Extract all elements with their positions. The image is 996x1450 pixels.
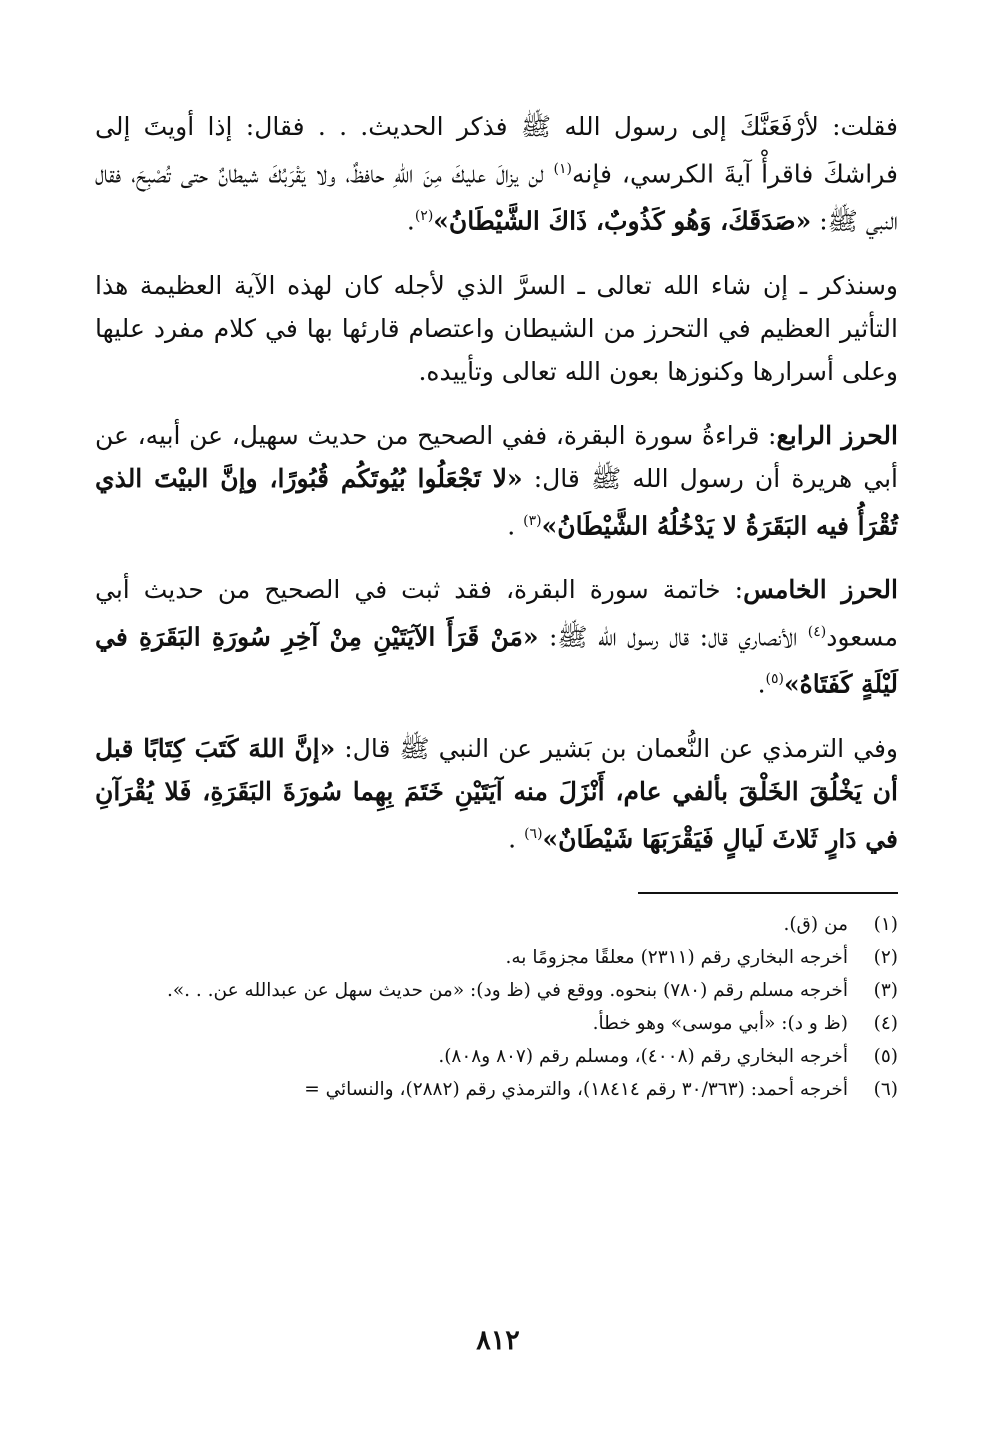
footnote-ref-5[interactable]: (٥): [765, 671, 785, 688]
p2-text: وسنذكر ـ إن شاء الله تعالى ـ السرَّ الذي لأجله كان لهذه الآية العظيمة هذا التأثير العظيم في التحرز من الشيطان واعتصام قارئها بها في كلام مفرد عليها وعلى أسرارها وكنوزها بعون الله تعالى وتأييده.: [95, 270, 898, 386]
p1-end: .: [406, 206, 415, 236]
p4-text: : خاتمة سورة البقرة، فقد ثبت في الصحيح من حديث أبي مسعود: [95, 574, 899, 652]
body-paragraph-4: [95, 568, 898, 706]
footnote-text: أخرجه البخاري رقم (٢٣١١) معلقًا مجزومًا به.: [505, 946, 848, 968]
footnote-item: [95, 974, 898, 1007]
footnote-number: (٢): [873, 946, 898, 968]
footnote-ref-1[interactable]: (١): [553, 161, 572, 177]
p5-end: .: [508, 823, 525, 853]
footnote-item: [95, 908, 898, 941]
p3-text: : قراءةُ سورة البقرة، ففي الصحيح من حديث سهيل، عن أبيه، عن أبي هريرة أن رسول الله ﷺ قال:: [95, 420, 899, 493]
footnote-number: (٤): [873, 1012, 898, 1034]
footnote-item: [95, 1040, 898, 1073]
footnote-text: من (ق).: [783, 913, 848, 935]
body-paragraph-2: [95, 264, 898, 393]
p1-text: فقلت: لأرْفَعَنَّكَ إلى رسول الله ﷺ فذكر الحديث. . . فقال: إذا أويتَ إلى فراشكَ فاقرأْ آيةَ الكرسي، فإنه: [95, 112, 898, 189]
hadith-quote-4: «مَنْ قَرَأَ الآيَتَيْنِ مِنْ آخِرِ سُورَةِ البَقَرَةِ في لَيْلَةٍ كَفَتَاهُ»: [95, 622, 898, 699]
body-paragraph-3: [95, 414, 898, 547]
footnote-item: [95, 941, 898, 974]
p1-text-2: لن يزالَ عليكَ مِنَ اللهِ حافظٌ، ولا يَقْرَبُكَ شيطانٌ حتى تُصْبِحَ، فقال النبي ﷺ:: [95, 159, 898, 236]
hadith-quote-3: «لا تَجْعَلُوا بُيُوتَكُم قُبُورًا، وإنَّ البيْتَ الذي تُقْرَأُ فيه البَقَرَةُ لا يَدْخُلُهُ الشَّيْطَانُ»: [95, 463, 898, 540]
p5-text: وفي الترمذي عن النُّعمان بن بَشير عن النبي ﷺ قال:: [335, 733, 898, 763]
section-heading-4: الحرز الرابع: [776, 420, 898, 450]
footnote-item: [95, 1007, 898, 1040]
footnote-number: (٦): [873, 1078, 898, 1100]
footnote-divider: [638, 892, 898, 894]
body-paragraph-1: [95, 105, 898, 243]
footnote-number: (٥): [873, 1045, 898, 1067]
p3-end: .: [507, 510, 524, 540]
p4-text-2: الأنصاري قال: قال رسول الله ﷺ:: [538, 622, 808, 652]
footnote-number: (١): [873, 913, 898, 935]
footnotes-list: [95, 908, 898, 1106]
footnote-ref-6[interactable]: (٦): [524, 825, 543, 842]
hadith-quote-1: «صَدَقَكَ، وَهُو كَذُوبٌ، ذَاكَ الشَّيْطَانُ»: [433, 206, 812, 236]
section-heading-5: الحرز الخامس: [743, 574, 898, 604]
hadith-quote-5: «إنَّ اللهَ كَتَبَ كِتَابًا قبل أن يَخْلُقَ الخَلْقَ بألفي عام، أَنْزَلَ منه آيَتَيْنِ خَتَمَ بِهِما سُورَةَ البَقَرَةِ، فَلا يُقْرَآنِ في دَارٍ ثَلاثَ لَيالٍ فَيَقْرَبَهَا شَيْطَانٌ»: [95, 733, 898, 853]
footnote-item: [95, 1073, 898, 1106]
footnote-text: أخرجه أحمد: (٣٠/٣٦٣ رقم ١٨٤١٤)، والترمذي رقم (٢٨٨٢)، والنسائي =: [304, 1078, 848, 1100]
footnote-text: أخرجه مسلم رقم (٧٨٠) بنحوه. ووقع في (ظ ود): «من حديث سهل عن عبدالله عن. . .».: [166, 979, 848, 1001]
page-number: ٨١٢: [476, 1325, 520, 1356]
footnote-ref-4[interactable]: (٤): [807, 623, 827, 640]
footnote-text: (ظ و د): «أبي موسى» وهو خطأ.: [592, 1012, 848, 1034]
body-paragraph-5: [95, 727, 898, 860]
p4-end: .: [757, 669, 766, 699]
footnote-text: أخرجه البخاري رقم (٤٠٠٨)، ومسلم رقم (٨٠٧ و٨٠٨).: [438, 1045, 848, 1067]
footnote-ref-2[interactable]: (٢): [414, 208, 434, 225]
footnote-number: (٣): [873, 979, 898, 1001]
footnote-ref-3[interactable]: (٣): [523, 512, 542, 529]
